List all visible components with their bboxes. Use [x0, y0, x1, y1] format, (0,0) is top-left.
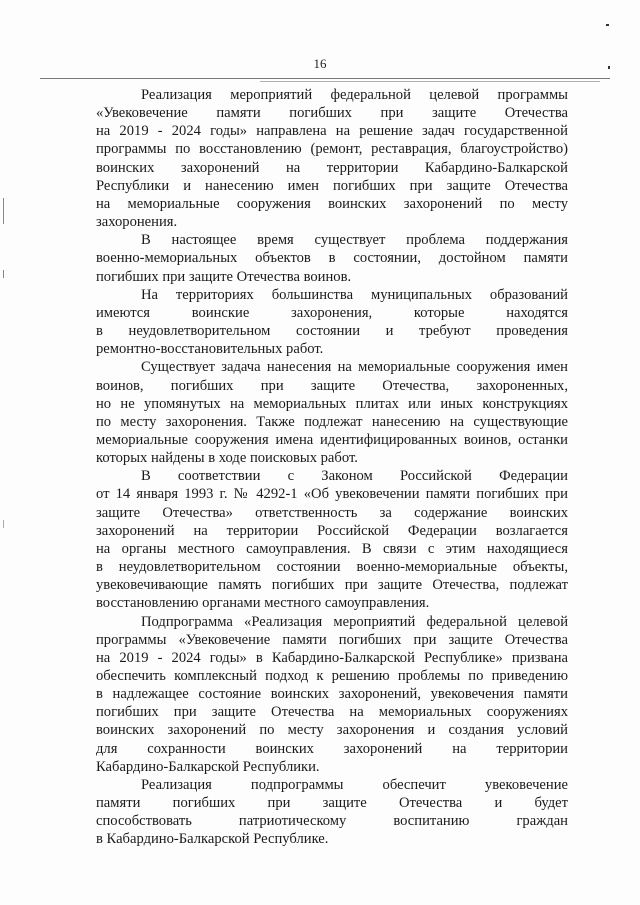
page-number: 16	[313, 56, 327, 71]
text-line: Республики и нанесению имен погибших при защите Отечества	[96, 177, 568, 194]
text-line: Подпрограмма «Реализация мероприятий федеральной целевой	[141, 613, 568, 630]
text-line: На территориях большинства муниципальных образований	[141, 286, 568, 303]
text-line: имеются воинские захоронения, которые находятся	[96, 304, 568, 321]
text-line: на органы местного самоуправления. В связи с этим находящиеся	[96, 540, 568, 557]
text-line: увековечивающие память погибших при защите Отечества, подлежат	[96, 577, 568, 594]
text-line: на 2019 - 2024 годы» в Кабардино-Балкарской Республике» призвана	[96, 649, 568, 666]
text-line: погибших при защите Отечества на мемориальных сооружениях	[96, 704, 568, 721]
text-line: от 14 января 1993 г. № 4292-1 «Об увековечении памяти погибших при	[96, 486, 568, 503]
text-line: В настоящее время существует проблема поддержания	[141, 232, 568, 249]
scan-mark-top-right	[606, 24, 609, 26]
text-line: Существует задача нанесения на мемориальные сооружения имен	[141, 359, 568, 376]
paragraph-6	[96, 613, 568, 776]
scan-mark-left-edge	[3, 198, 4, 224]
text-line: В соответствии с Законом Российской Федерации	[141, 468, 568, 485]
scan-mark-right	[608, 66, 610, 69]
text-line: которых найдены в ходе поисковых работ.	[96, 450, 358, 467]
paragraph-7	[96, 776, 568, 849]
text-line: Реализация мероприятий федеральной целевой программы	[141, 87, 568, 103]
text-line: но не упомянутых на мемориальных плитах или иных конструкциях	[96, 395, 568, 412]
text-line: восстановлению органами местного самоуправления.	[96, 595, 430, 612]
text-line: в неудовлетворительном состоянии военно-мемориальные объекты,	[96, 559, 568, 576]
paragraph-4	[96, 358, 568, 467]
text-line: воинских захоронений на территории Кабардино-Балкарской	[96, 159, 568, 176]
body-text	[96, 86, 568, 849]
header-rule	[40, 78, 610, 79]
text-line: захоронения.	[96, 214, 178, 231]
text-line: на мемориальные сооружения воинских захоронений по месту	[96, 195, 568, 212]
text-line: способствовать патриотическому воспитанию граждан	[96, 813, 568, 830]
text-line: захоронений на территории Российской Федерации возлагается	[96, 522, 568, 539]
header-rule-secondary	[260, 81, 600, 82]
text-line: памяти погибших при защите Отечества и будет	[96, 795, 568, 812]
text-line: обеспечить комплексный подход к решению проблемы по приведению	[96, 668, 568, 684]
paragraph-2	[96, 231, 568, 285]
text-line: погибших при защите Отечества воинов.	[96, 268, 352, 285]
text-line: для сохранности воинских захоронений на территории	[96, 740, 568, 757]
text-line: Кабардино-Балкарской Республики.	[96, 758, 320, 775]
text-line: программы «Увековечение памяти погибших при защите Отечества	[96, 631, 568, 648]
text-line: по месту захоронения. Также подлежат нанесению на существующие	[96, 413, 568, 430]
text-line: мемориальные сооружения имена идентифицированных воинов, останки	[96, 431, 568, 448]
text-line: в Кабардино-Балкарской Республике.	[96, 831, 329, 848]
scan-mark-left-edge-3	[3, 520, 4, 528]
text-line: ремонтно-восстановительных работ.	[96, 341, 324, 358]
text-line: на 2019 - 2024 годы» направлена на решение задач государственной	[96, 123, 568, 140]
text-line: в неудовлетворительном состоянии и требуют проведения	[96, 323, 568, 340]
text-line: воинских захоронений по месту захоронения и создания условий	[96, 722, 568, 739]
text-line: программы по восстановлению (ремонт, реставрация, благоустройство)	[96, 141, 568, 158]
text-line: «Увековечение памяти погибших при защите Отечества	[96, 105, 568, 122]
paragraph-1	[96, 86, 568, 231]
text-line: защите Отечества» ответственность за содержание воинских	[96, 504, 568, 521]
paragraph-3	[96, 286, 568, 359]
text-line: Реализация подпрограммы обеспечит увековечение	[141, 776, 568, 793]
text-line: воинов, погибших при защите Отечества, захороненных,	[96, 377, 568, 394]
text-line: в надлежащее состояние воинских захоронений, увековечения памяти	[96, 686, 568, 703]
paragraph-5	[96, 467, 568, 612]
scan-mark-left-edge-2	[3, 270, 4, 278]
text-line: военно-мемориальных объектов в состоянии, достойном памяти	[96, 250, 568, 267]
